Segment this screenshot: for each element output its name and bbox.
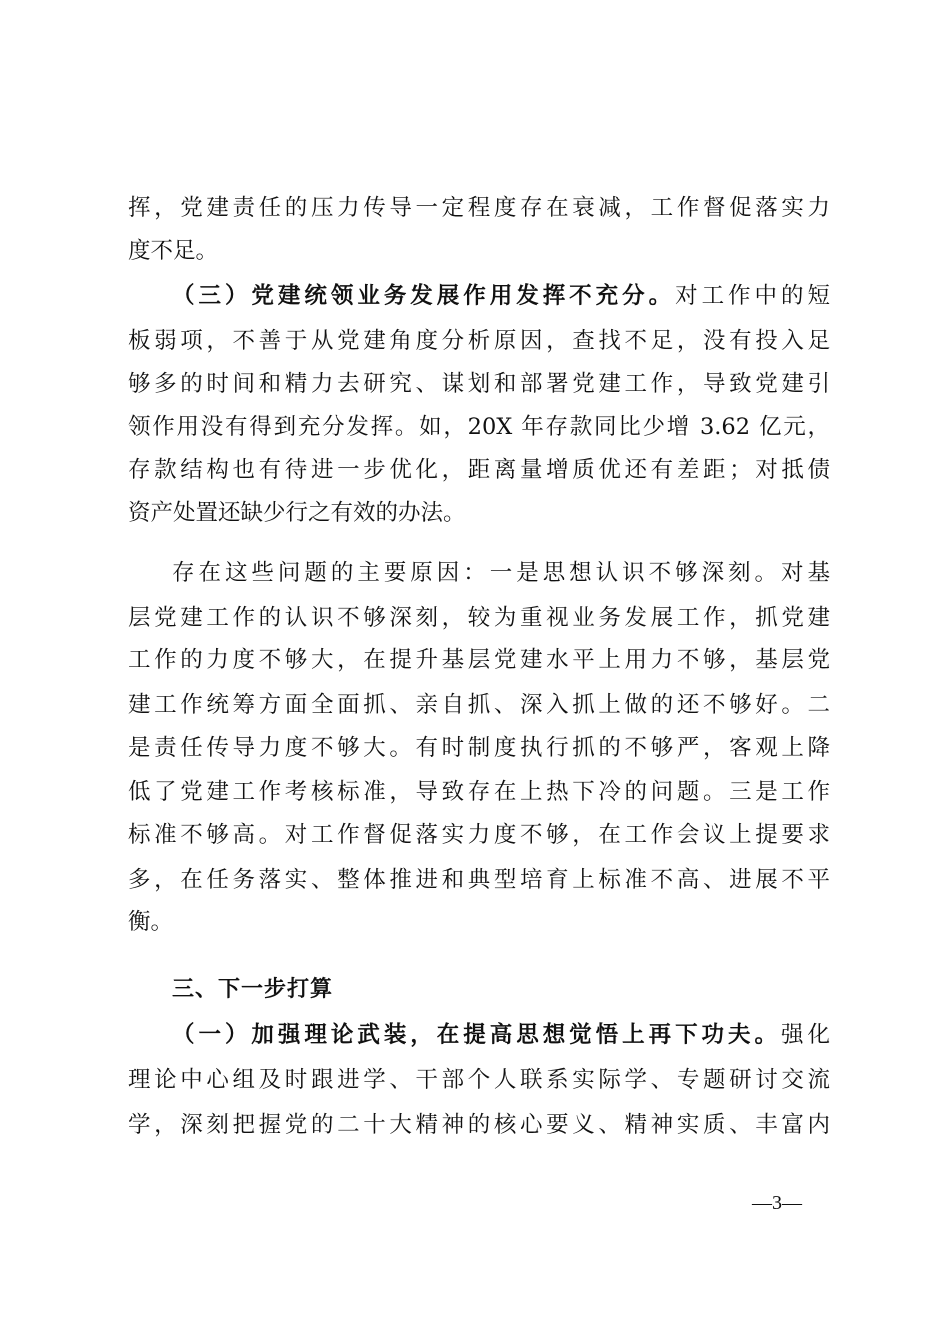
body-line: 挥，党建责任的压力传导一定程度存在衰减，工作督促落实力: [128, 195, 830, 221]
body-line: 多，在任务落实、整体推进和典型培育上标准不高、进展不平: [128, 867, 830, 893]
body-line: 资产处置还缺少行之有效的办法。: [128, 500, 466, 526]
body-line: 衡。: [128, 909, 174, 935]
body-line: 度不足。: [128, 238, 219, 264]
body-line: 学，深刻把握党的二十大精神的核心要义、精神实质、丰富内: [128, 1112, 830, 1138]
body-line: 低了党建工作考核标准，导致存在上热下冷的问题。三是工作: [128, 779, 830, 805]
body-line: 存在这些问题的主要原因：一是思想认识不够深刻。对基: [172, 560, 830, 586]
body-line: 领作用没有得到充分发挥。如，20X 年存款同比少增 3.62 亿元，: [128, 414, 830, 440]
body-line: 工作的力度不够大，在提升基层党建水平上用力不够，基层党: [128, 647, 830, 673]
body-line: 板弱项，不善于从党建角度分析原因，查找不足，没有投入足: [128, 328, 830, 354]
page-number: —3—: [752, 1192, 802, 1214]
body-line: 理论中心组及时跟进学、干部个人联系实际学、专题研讨交流: [128, 1067, 830, 1093]
body-text: 对工作中的短: [675, 283, 830, 309]
body-line: 层党建工作的认识不够深刻，较为重视业务发展工作，抓党建: [128, 605, 830, 631]
body-line: 建工作统筹方面全面抓、亲自抓、深入抓上做的还不够好。二: [128, 692, 830, 718]
section-heading: 三、下一步打算: [172, 977, 334, 1002]
body-text: 强化: [781, 1022, 830, 1048]
subheading-line: [172, 1020, 830, 1050]
subheading-line: [172, 281, 830, 311]
body-line: 是责任传导力度不够大。有时制度执行抓的不够严，客观上降: [128, 735, 830, 761]
subheading-lead: （一）加强理论武装，在提高思想觉悟上再下功夫。: [172, 1022, 781, 1048]
body-line: 够多的时间和精力去研究、谋划和部署党建工作，导致党建引: [128, 371, 830, 397]
body-line: 标准不够高。对工作督促落实力度不够，在工作会议上提要求: [128, 822, 830, 848]
body-line: 存款结构也有待进一步优化，距离量增质优还有差距；对抵债: [128, 457, 830, 483]
subheading-lead: （三）党建统领业务发展作用发挥不充分。: [172, 283, 676, 309]
